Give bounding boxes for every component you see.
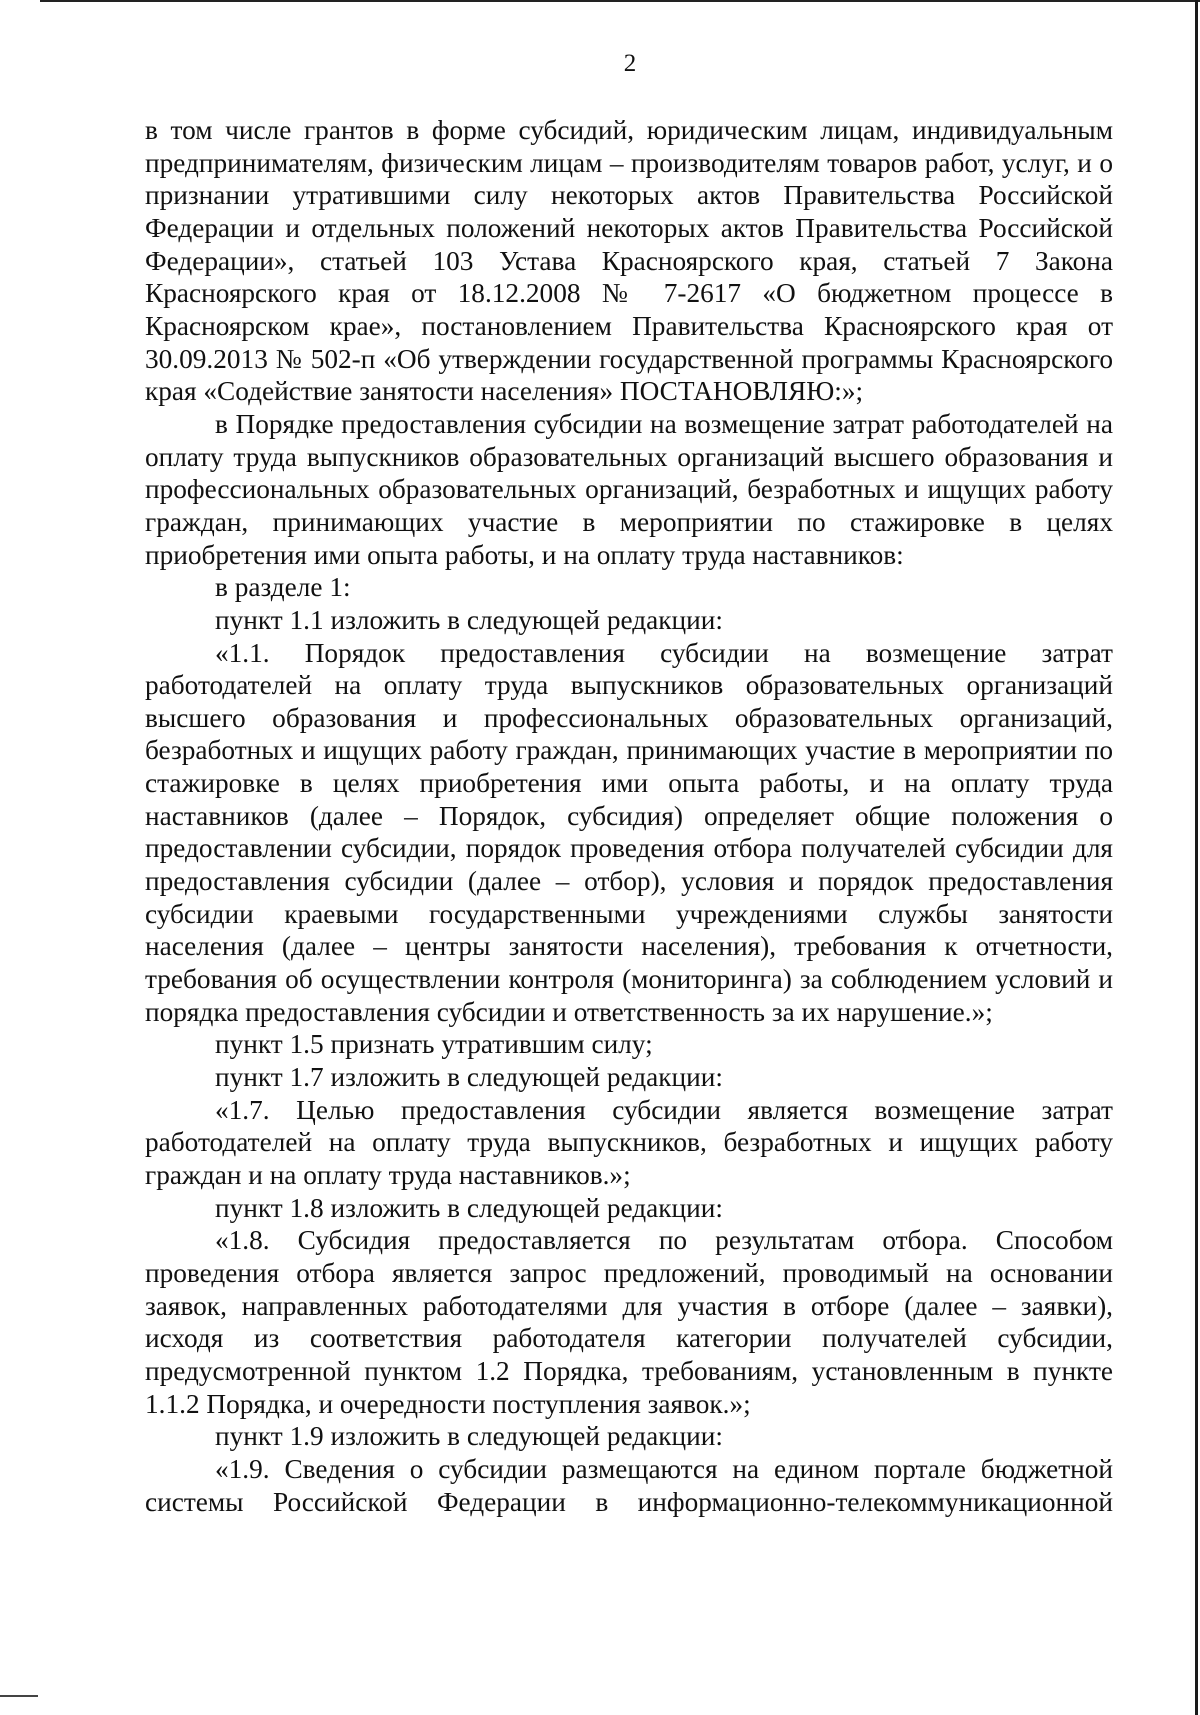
paragraph-item-1-7-text: «1.7. Целью предоставления субсидии является возмещение затрат работодателей на оплату труда выпускников, безработных и ищущих работу граждан и на оплату труда наставников.»; [145,1094,1113,1190]
paragraph-item-1-7-instruction: пункт 1.7 изложить в следующей редакции: [215,1062,723,1093]
paragraph-item-1-9-instruction: пункт 1.9 изложить в следующей редакции: [215,1421,723,1452]
scan-edge-corner [0,1695,38,1697]
paragraph-item-1-8-text: «1.8. Субсидия предоставляется по результатам отбора. Способом проведения отбора является запрос предложений, проводимый на основании заявок, направленных работодателями для участия в отборе (далее – заявки), исходя из соответствия работодателя категории получателей субсидии, предусмотренной пунктом 1.2 Порядка, требованиям, установленным в пункте 1.1.2 Порядка, и очередности поступления заявок.»; [145,1225,1113,1419]
scan-edge-top [40,0,1200,2]
document-body [145,114,1113,1518]
scan-edge-right [1195,0,1198,1715]
paragraph-section-1: в разделе 1: [215,572,351,603]
paragraph-continuation: в том числе грантов в форме субсидий, юридическим лицам, индивидуальным предпринимателям, физическим лицам – производителям товаров работ, услуг, и о признании утратившими силу некоторых актов Правительства Российской Федерации и отдельных положений некоторых актов Правительства Российской Федерации», статьей 103 Устава Красноярского края, статьей 7 Закона Красноярского края от 18.12.2008 № 7-2617 «О бюджетном процессе в Красноярском крае», постановлением Правительства Красноярского края от 30.09.2013 № 502-п «Об утверждении государственной программы Красноярского края «Содействие занятости населения» ПОСТАНОВЛЯЮ:»; [145,115,1113,407]
paragraph-procedure-intro: в Порядке предоставления субсидии на возмещение затрат работодателей на оплату труда выпускников образовательных организаций высшего образования и профессиональных образовательных организаций, безработных и ищущих работу граждан, принимающих участие в мероприятии по стажировке в целях приобретения ими опыта работы, и на оплату труда наставников: [145,408,1113,570]
paragraph-item-1-8-instruction: пункт 1.8 изложить в следующей редакции: [215,1192,723,1223]
page-number: 2 [623,50,637,77]
paragraph-item-1-5: пункт 1.5 признать утратившим силу; [215,1029,653,1060]
paragraph-item-1-1-text: «1.1. Порядок предоставления субсидии на возмещение затрат работодателей на оплату труда выпускников образовательных организаций высшего образования и профессиональных образовательных организаций, безработных и ищущих работу граждан, принимающих участие в мероприятии по стажировке в целях приобретения ими опыта работы, и на оплату труда наставников (далее – Порядок, субсидия) определяет общие положения о предоставлении субсидии, порядок проведения отбора получателей субсидии для предоставления субсидии (далее – отбор), условия и порядок предоставления субсидии краевыми государственными учреждениями службы занятости населения (далее – центры занятости населения), требования к отчетности, требования об осуществлении контроля (мониторинга) за соблюдением условий и порядка предоставления субсидии и ответственность за их нарушение.»; [145,637,1113,1027]
paragraph-item-1-1-instruction: пункт 1.1 изложить в следующей редакции: [215,604,723,635]
paragraph-item-1-9-text: «1.9. Сведения о субсидии размещаются на едином портале бюджетной системы Российской Федерации в информационно-телекоммуникационной [145,1453,1113,1517]
